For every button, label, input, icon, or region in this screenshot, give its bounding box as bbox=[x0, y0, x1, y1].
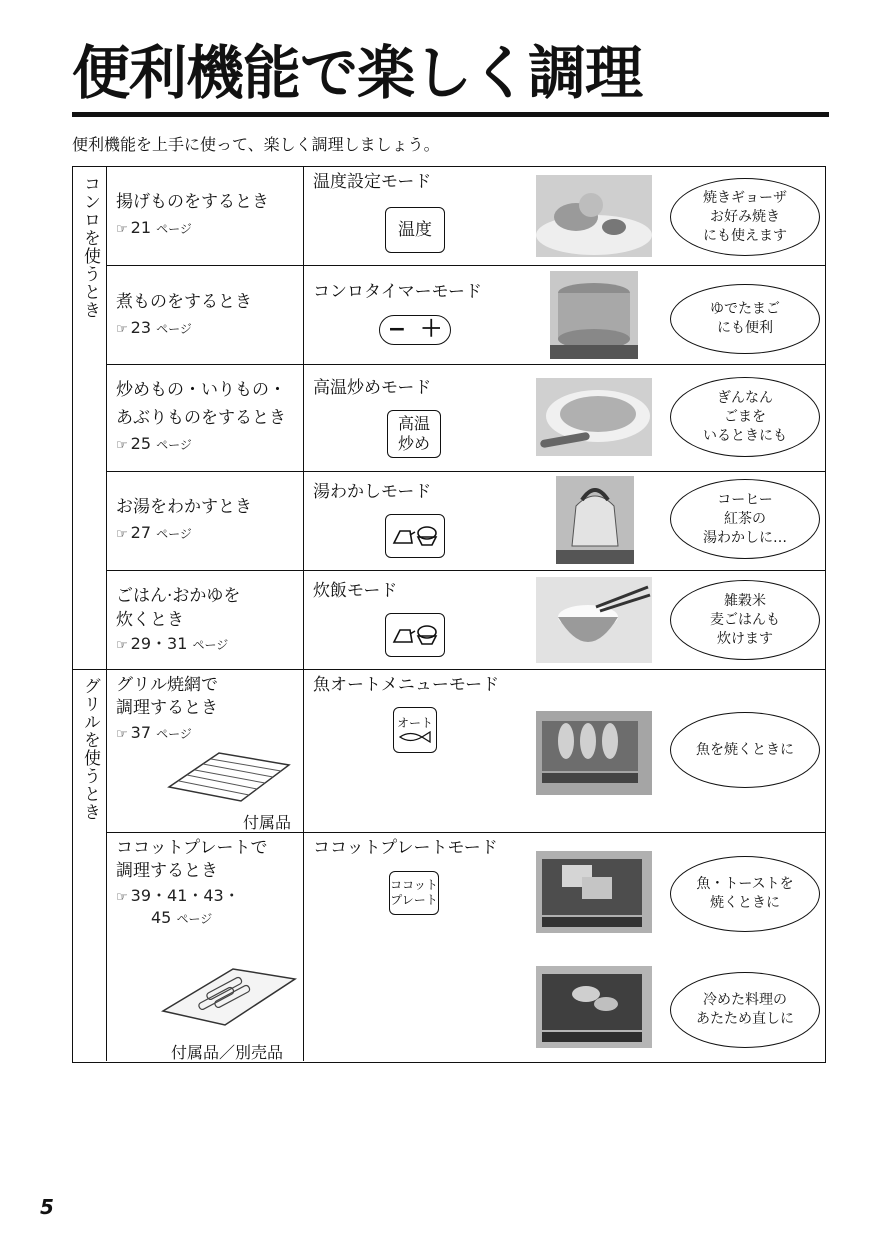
row-when: あぶりものをするとき bbox=[116, 408, 286, 428]
mode-name: 魚オートメニューモード bbox=[313, 675, 500, 695]
page-ref: ☞ 21 ページ bbox=[116, 218, 192, 237]
reheat-photo bbox=[536, 966, 652, 1048]
temperature-key-icon: 温度 bbox=[385, 207, 445, 253]
mode-name: 炊飯モード bbox=[313, 581, 398, 601]
mode-name: コンロタイマーモード bbox=[313, 282, 482, 302]
row-when: グリル焼網で bbox=[116, 675, 218, 695]
mode-name: 高温炒めモード bbox=[313, 378, 432, 398]
page-ref: ☞ 27 ページ bbox=[116, 523, 192, 542]
tip-bubble: ぎんなん ごまを いるときにも bbox=[670, 377, 820, 457]
row-when: 炒めもの・いりもの・ bbox=[116, 380, 286, 400]
page-ref: ☞ 25 ページ bbox=[116, 434, 192, 453]
kettle-photo bbox=[556, 476, 634, 564]
mode-name: ココットプレートモード bbox=[313, 838, 498, 858]
high-heat-fry-key-icon: 高温 炒め bbox=[387, 410, 441, 458]
fish-grill-photo bbox=[536, 711, 652, 795]
row-when: 煮ものをするとき bbox=[116, 292, 252, 312]
fried-rice-photo bbox=[536, 378, 652, 456]
tip-bubble: 冷めた料理の あたため直しに bbox=[670, 972, 820, 1048]
tip-bubble: ゆでたまご にも便利 bbox=[670, 284, 820, 354]
cocotte-plate-illustration bbox=[159, 963, 299, 1033]
row-when: ココットプレートで bbox=[116, 838, 268, 858]
cocotte-plate-key-icon: ココット プレート bbox=[389, 871, 439, 915]
page-ref: 45 ページ bbox=[151, 908, 213, 927]
tip-bubble: コーヒー 紅茶の 湯わかしに… bbox=[670, 479, 820, 559]
kettle-rice-key-icon bbox=[385, 613, 445, 657]
tip-bubble: 魚・トーストを 焼くときに bbox=[670, 856, 820, 932]
row-when: 炊くとき bbox=[116, 610, 184, 630]
accessory-label: 付属品 bbox=[243, 813, 292, 832]
rice-bowl-photo bbox=[536, 577, 652, 663]
fish-auto-key-icon: オート bbox=[393, 707, 437, 753]
page-ref: ☞ 39・41・43・ bbox=[116, 886, 240, 905]
feature-table bbox=[72, 166, 826, 1063]
timer-minus-plus-icon: − ＋ bbox=[379, 315, 451, 345]
row-when: 調理するとき bbox=[116, 698, 218, 718]
tip-bubble: 魚を焼くときに bbox=[670, 712, 820, 788]
page-ref: ☞ 29・31 ページ bbox=[116, 634, 229, 653]
row-when: 揚げものをするとき bbox=[116, 192, 269, 212]
tip-bubble: 焼きギョーザ お好み焼き にも使えます bbox=[670, 178, 820, 256]
mode-name: 湯わかしモード bbox=[313, 482, 432, 502]
grill-net-illustration bbox=[159, 747, 295, 807]
title-rule bbox=[72, 112, 829, 117]
accessory-label: 付属品／別売品 bbox=[171, 1043, 284, 1062]
page-number: 5 bbox=[40, 1195, 54, 1219]
pot-photo bbox=[550, 271, 638, 359]
row-when: ごはん·おかゆを bbox=[116, 586, 241, 606]
row-when: 調理するとき bbox=[116, 861, 218, 881]
tempura-photo bbox=[536, 175, 652, 257]
kettle-rice-key-icon bbox=[385, 514, 445, 558]
section-stove-label: コンロを使うとき bbox=[80, 175, 100, 319]
row-when: お湯をわかすとき bbox=[116, 497, 252, 517]
page-ref: ☞ 37 ページ bbox=[116, 723, 192, 742]
page-title: 便利機能で楽しく調理 bbox=[72, 39, 643, 107]
page-subtitle: 便利機能を上手に使って、楽しく調理しましょう。 bbox=[72, 135, 440, 154]
plate-toast-photo bbox=[536, 851, 652, 933]
page-ref: ☞ 23 ページ bbox=[116, 318, 192, 337]
tip-bubble: 雑穀米 麦ごはんも 炊けます bbox=[670, 580, 820, 660]
mode-name: 温度設定モード bbox=[313, 172, 432, 192]
section-grill-label: グリルを使うとき bbox=[80, 677, 100, 821]
